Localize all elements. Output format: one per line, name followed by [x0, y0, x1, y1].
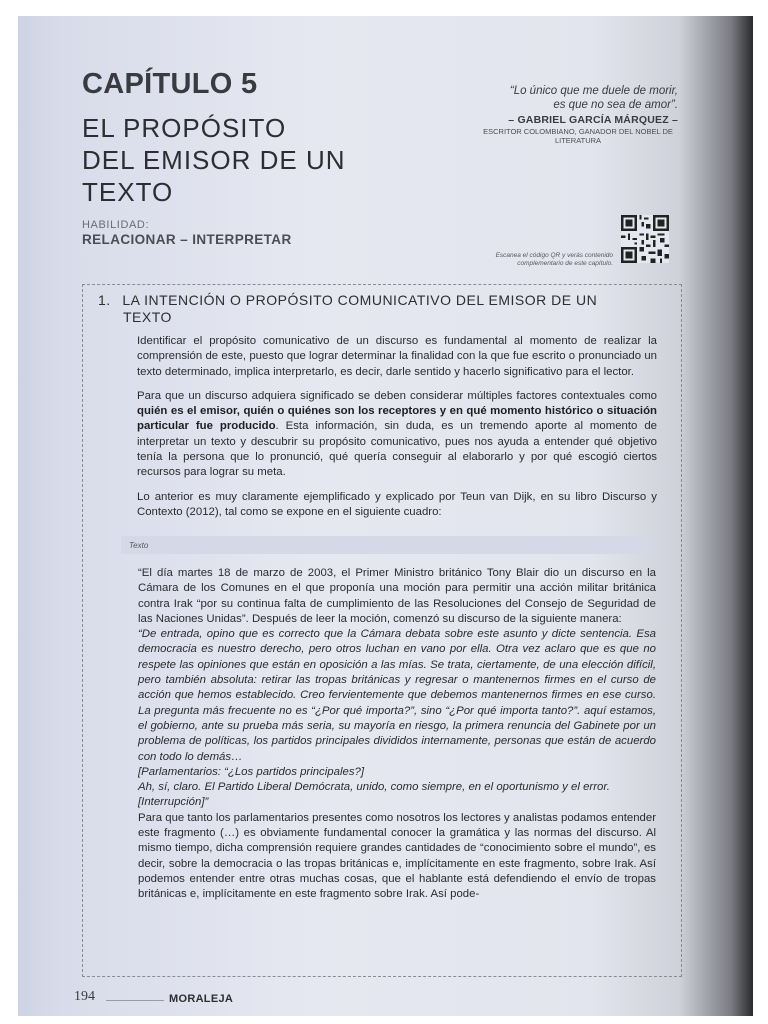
skill-value: RELACIONAR – INTERPRETAR [82, 232, 292, 247]
paragraph-text: Para que un discurso adquiera significado se deben considerar múltiples factores contextuales como [137, 389, 657, 402]
epigraph-author: – GABRIEL GARCÍA MÁRQUEZ – [508, 114, 678, 126]
texto-box-content [138, 566, 656, 903]
scanned-sheet [18, 16, 753, 1016]
paragraph: Lo anterior es muy claramente ejemplificado y explicado por Teun van Dijk, en su libro Discurso y Contexto (2012), tal como se expone en el siguiente cuadro: [137, 490, 657, 518]
quote-intro: “El día martes 18 de marzo de 2003, el Primer Ministro británico Tony Blair dio un discurso en la Cámara de los Comunes en el que proponía una moción para permitir una acción militar británica contra Irak “por su continua falta de cumplimiento de las Resoluciones del Consejo de Seguridad de las Naciones Unidas”. Después de leer la moción, comenzó su discurso de la siguiente manera: [138, 567, 656, 625]
footer-divider [106, 1000, 164, 1001]
chapter-title [82, 112, 412, 208]
epigraph-line: “Lo único que me duele de morir, [509, 85, 678, 97]
qr-code-icon[interactable] [621, 215, 669, 263]
paragraph: Identificar el propósito comunicativo de un discurso es fundamental al momento de realizar la comprensión de este, puesto que lograr determinar la finalidad con la que fue escrito o pronunciado un texto determinado, implica interpretarlo, es decir, darle sentido y hacerlo significativo para el lector. [137, 335, 657, 378]
section-heading [98, 292, 678, 326]
paragraph [137, 389, 657, 481]
qr-caption: Escanea el código QR y verás contenido complementario de este capítulo. [495, 252, 613, 267]
epigraph-line: es que no sea de amor”. [553, 99, 678, 111]
chapter-title-line: DEL EMISOR DE UN [82, 145, 346, 175]
publisher-brand: MORALEJA [169, 993, 234, 1005]
page-number: 194 [74, 989, 95, 1004]
speech-text: “De entrada, opino que es correcto que la Cámara debata sobre este asunto y dicte sentencia. Esa democracia es nuestro derecho, pero otros luchan en vano por ella. Otra vez aclaro que es que no respete las opiniones que están en oposición a las mías. Se trata, ciertamente, de una elección difícil, pero también absoluta: retirar las tropas británicas y regresar o mantenernos firmes en el curso de acción que hemos establecido. Creo fervientemente que debemos mantenernos firmes en ese curso. La pregunta más frecuente no es “¿Por qué importa?”, sino “¿Por qué importa tanto?”. aquí estamos, el gobierno, ante su prueba más seria, su mayoría en riesgo, la primera renuncia del Gabinete por un problema de políticas, los partidos principales divididos internamente, personas que están de acuerdo con todo lo demás… [138, 628, 656, 763]
analysis-text: Para que tanto los parlamentarios presentes como nosotros los lectores y analistas podamos entender este fragmento (…) es obviamente fundamental conocer la gramática y las normas del discurso. Al mismo tiempo, dicha comprensión requiere grandes cantidades de “conocimiento sobre el mundo”, es decir, sobre la democracia o las tropas británicas e, implícitamente en este fragmento, sobre Irak. Así podemos entender entre otras muchas cosas, que el hablante está defendiendo el envío de tropas británicas e, implícitamente en este fragmento sobre Irak. Así pode- [138, 811, 656, 901]
chapter-number: CAPÍTULO 5 [82, 68, 258, 100]
interjection: [Parlamentarios: “¿Los partidos principales?] [138, 765, 365, 778]
section-heading-line: TEXTO [123, 309, 172, 325]
skill-label: HABILIDAD: [82, 219, 150, 231]
texto-box-label: Texto [129, 541, 149, 550]
texto-box-header [121, 536, 651, 554]
chapter-title-line: EL PROPÓSITO [82, 113, 287, 143]
body-text [137, 334, 657, 529]
speech-reply: Ah, sí, claro. El Partido Liberal Demócrata, unido, como siempre, en el oportunismo y el error. [138, 781, 610, 794]
paragraph-text: . Esta información, sin duda, es un tremendo aporte al momento de interpretar un texto y descubrir su propósito comunicativo, pues nos ayuda a entender qué objetivo tenía la persona que lo pronunció, qué quería conseguir al elaborarlo y por qué escogió ciertos recursos para lograr su meta. [137, 420, 657, 479]
chapter-title-line: TEXTO [82, 177, 174, 207]
section-number: 1. [98, 292, 111, 308]
epigraph-description: ESCRITOR COLOMBIANO, GANADOR DEL NOBEL DE LITERATURA [483, 127, 673, 145]
epigraph [438, 84, 678, 145]
interjection: [Interrupción]” [138, 796, 209, 809]
section-heading-line: LA INTENCIÓN O PROPÓSITO COMUNICATIVO DEL EMISOR DE UN [122, 292, 598, 308]
paragraph-bold-text: quién es el emisor, quién o quiénes son los receptores y en qué momento histórico o situación particular fue producido [137, 405, 657, 433]
